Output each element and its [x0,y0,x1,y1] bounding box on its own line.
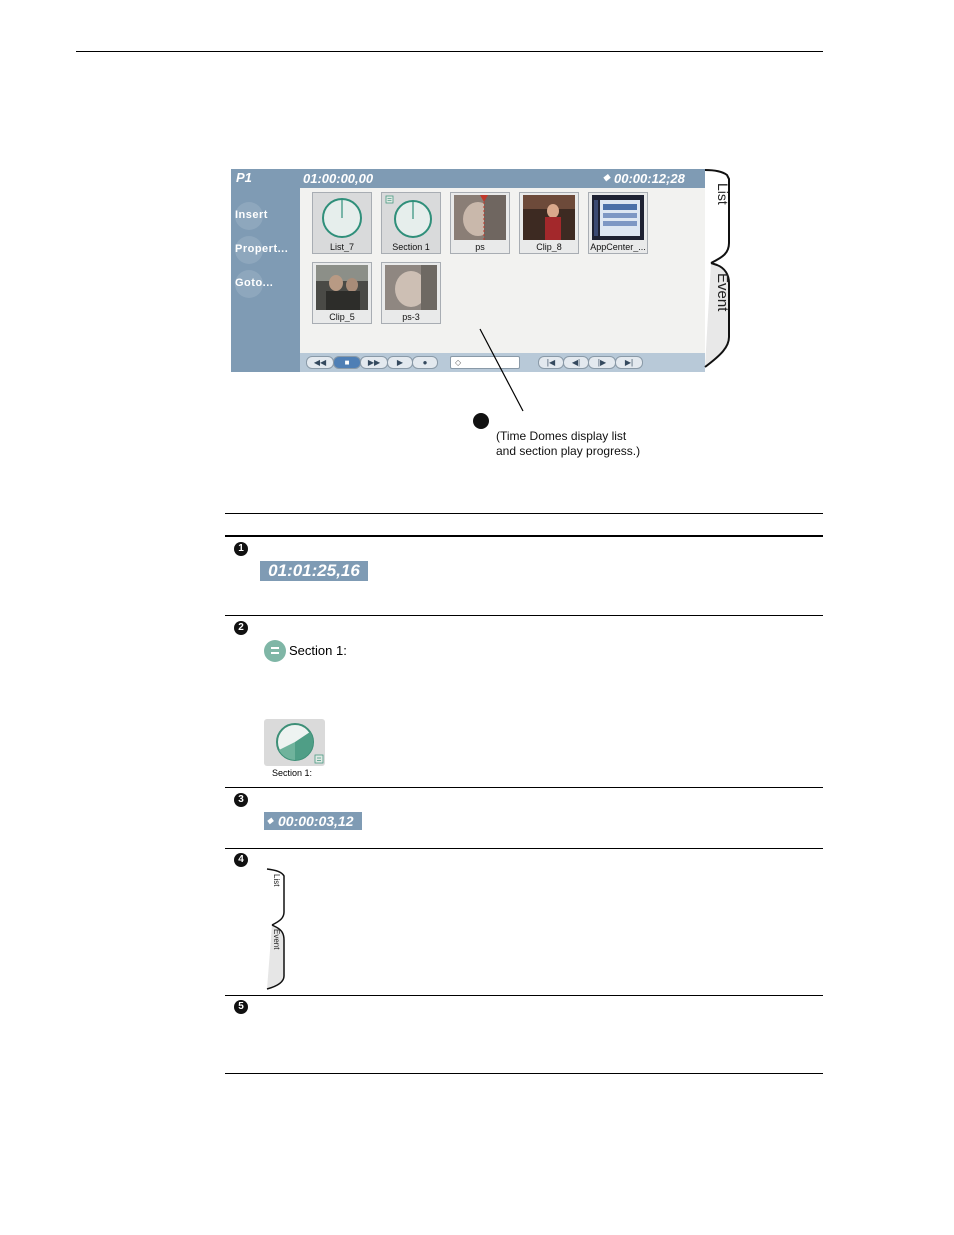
properties-button[interactable] [235,236,299,264]
timecode-display: 01:00:00,00 [303,171,374,186]
remaining-marker-icon: ◆ [603,172,610,182]
clip-caption: List_7 [329,242,355,252]
section-label: Section 1: [289,643,347,658]
clip-list7[interactable] [312,192,372,254]
row-divider [225,615,823,616]
video-frame-icon [592,195,644,240]
step-back-button[interactable]: ◀| [563,356,589,369]
time-dome-icon [316,195,368,240]
row-divider [225,995,823,996]
title-bar [231,169,705,188]
header-rule [76,51,823,52]
remaining-marker-icon: ◆ [267,816,274,825]
goto-button[interactable] [235,270,299,298]
tab-list[interactable]: List [715,183,731,205]
video-frame-icon [523,195,575,240]
clip-caption: Clip_8 [536,242,562,252]
callout-line-2: and section play progress.) [496,444,641,458]
clip-appcenter[interactable] [588,192,648,254]
callout-leader [470,325,540,435]
video-frame-icon [385,265,437,310]
slider-handle-icon[interactable]: ◇ [455,358,462,367]
table-top-rule [225,513,823,514]
row-number-1: 1 [234,542,248,556]
channel-label: P1 [236,170,252,185]
record-button[interactable]: ● [412,356,438,369]
clip-section1[interactable] [381,192,441,254]
tab-list-small: List [272,874,281,887]
video-frame-icon [454,195,506,240]
time-dome-icon [264,719,325,766]
table-bottom-rule [225,1073,823,1074]
timecode-example: 01:01:25,16 [260,561,368,581]
clip-caption: AppCenter_... [590,242,646,252]
fast-forward-button[interactable]: ▶▶ [360,356,388,369]
step-forward-button[interactable]: |▶ [588,356,616,369]
clip-clip8[interactable] [519,192,579,254]
remaining-time-example [264,812,362,830]
section-thumb-caption: Section 1: [272,768,313,778]
row-number-4: 4 [234,853,248,867]
row-divider [225,848,823,849]
go-to-start-button[interactable]: |◀ [538,356,564,369]
section-dome-thumb [264,719,325,766]
rewind-button[interactable]: ◀◀ [306,356,334,369]
goto-button-label: Goto... [235,277,274,289]
stop-button[interactable]: ■ [333,356,361,369]
clip-caption: ps [475,242,485,252]
play-button[interactable]: ▶ [387,356,413,369]
clip-ps[interactable] [450,192,510,254]
clip-caption: ps-3 [402,312,420,322]
row-divider [225,787,823,788]
properties-button-label: Propert... [235,243,289,255]
remaining-time-display: 00:00:12;28 [614,171,685,186]
side-button-bar [231,188,300,372]
go-to-end-button[interactable]: ▶| [615,356,643,369]
insert-button[interactable] [235,202,299,230]
callout-caption [496,429,640,459]
row-number-2: 2 [234,621,248,635]
tab-event[interactable]: Event [714,273,731,312]
clip-caption: Section 1 [392,242,430,252]
time-dome-icon [385,195,437,240]
clip-caption: Clip_5 [329,312,355,322]
remaining-time-value: 00:00:03,12 [278,813,354,829]
tab-event-small: Event [272,929,281,950]
section-icon [264,640,286,662]
video-frame-icon [316,265,368,310]
callout-line-1: (Time Domes display list [496,429,627,443]
clip-ps3[interactable] [381,262,441,324]
insert-button-label: Insert [235,209,268,221]
table-header-rule [225,535,823,537]
row-number-3: 3 [234,793,248,807]
clip-clip5[interactable] [312,262,372,324]
row-number-5: 5 [234,1000,248,1014]
